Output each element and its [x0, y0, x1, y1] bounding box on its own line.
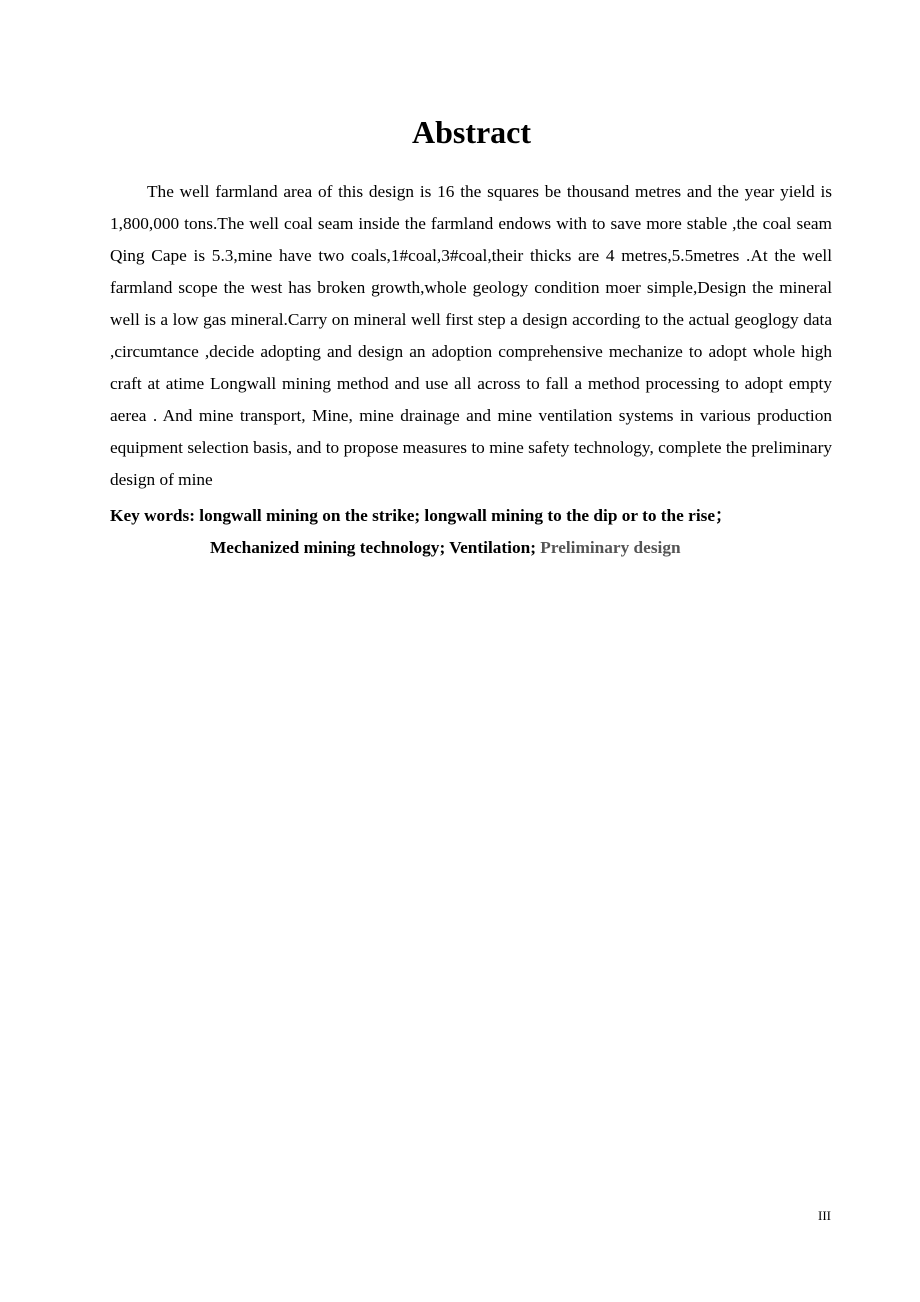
- keywords-line-1: [110, 500, 832, 532]
- keywords-text-3: Preliminary design: [540, 538, 681, 557]
- page-title: Abstract: [411, 114, 532, 150]
- keywords-label: Key words:: [110, 506, 200, 525]
- abstract-body: The well farmland area of this design is 16 the squares be thousand metres and the year yield is 1,800,000 tons.The well coal seam inside the farmland endows with to save more stable ,the coal seam Qing Cape is 5.3,mine have two coals,1#coal,3#coal,their thicks are 4 metres,5.5metres .At the well farmland scope the west has broken growth,whole geology condition moer simple,Design the mineral well is a low gas mineral.Carry on mineral well first step a design according to the actual geoglogy data ,circumtance ,decide adopting and design an adoption comprehensive mechanize to adopt whole high craft at atime Longwall mining method and use all across to fall a method processing to adopt empty aerea . And mine transport, Mine, mine drainage and mine ventilation systems in various production equipment selection basis, and to propose measures to mine safety technology, complete the preliminary design of mine: [110, 182, 832, 489]
- keywords-line-2: [210, 532, 681, 564]
- keywords-text-2: Mechanized mining technology; Ventilation;: [210, 538, 541, 557]
- page-number: III: [818, 1208, 831, 1223]
- keywords-text-1: longwall mining on the strike; longwall mining to the dip or to the rise；: [199, 506, 733, 525]
